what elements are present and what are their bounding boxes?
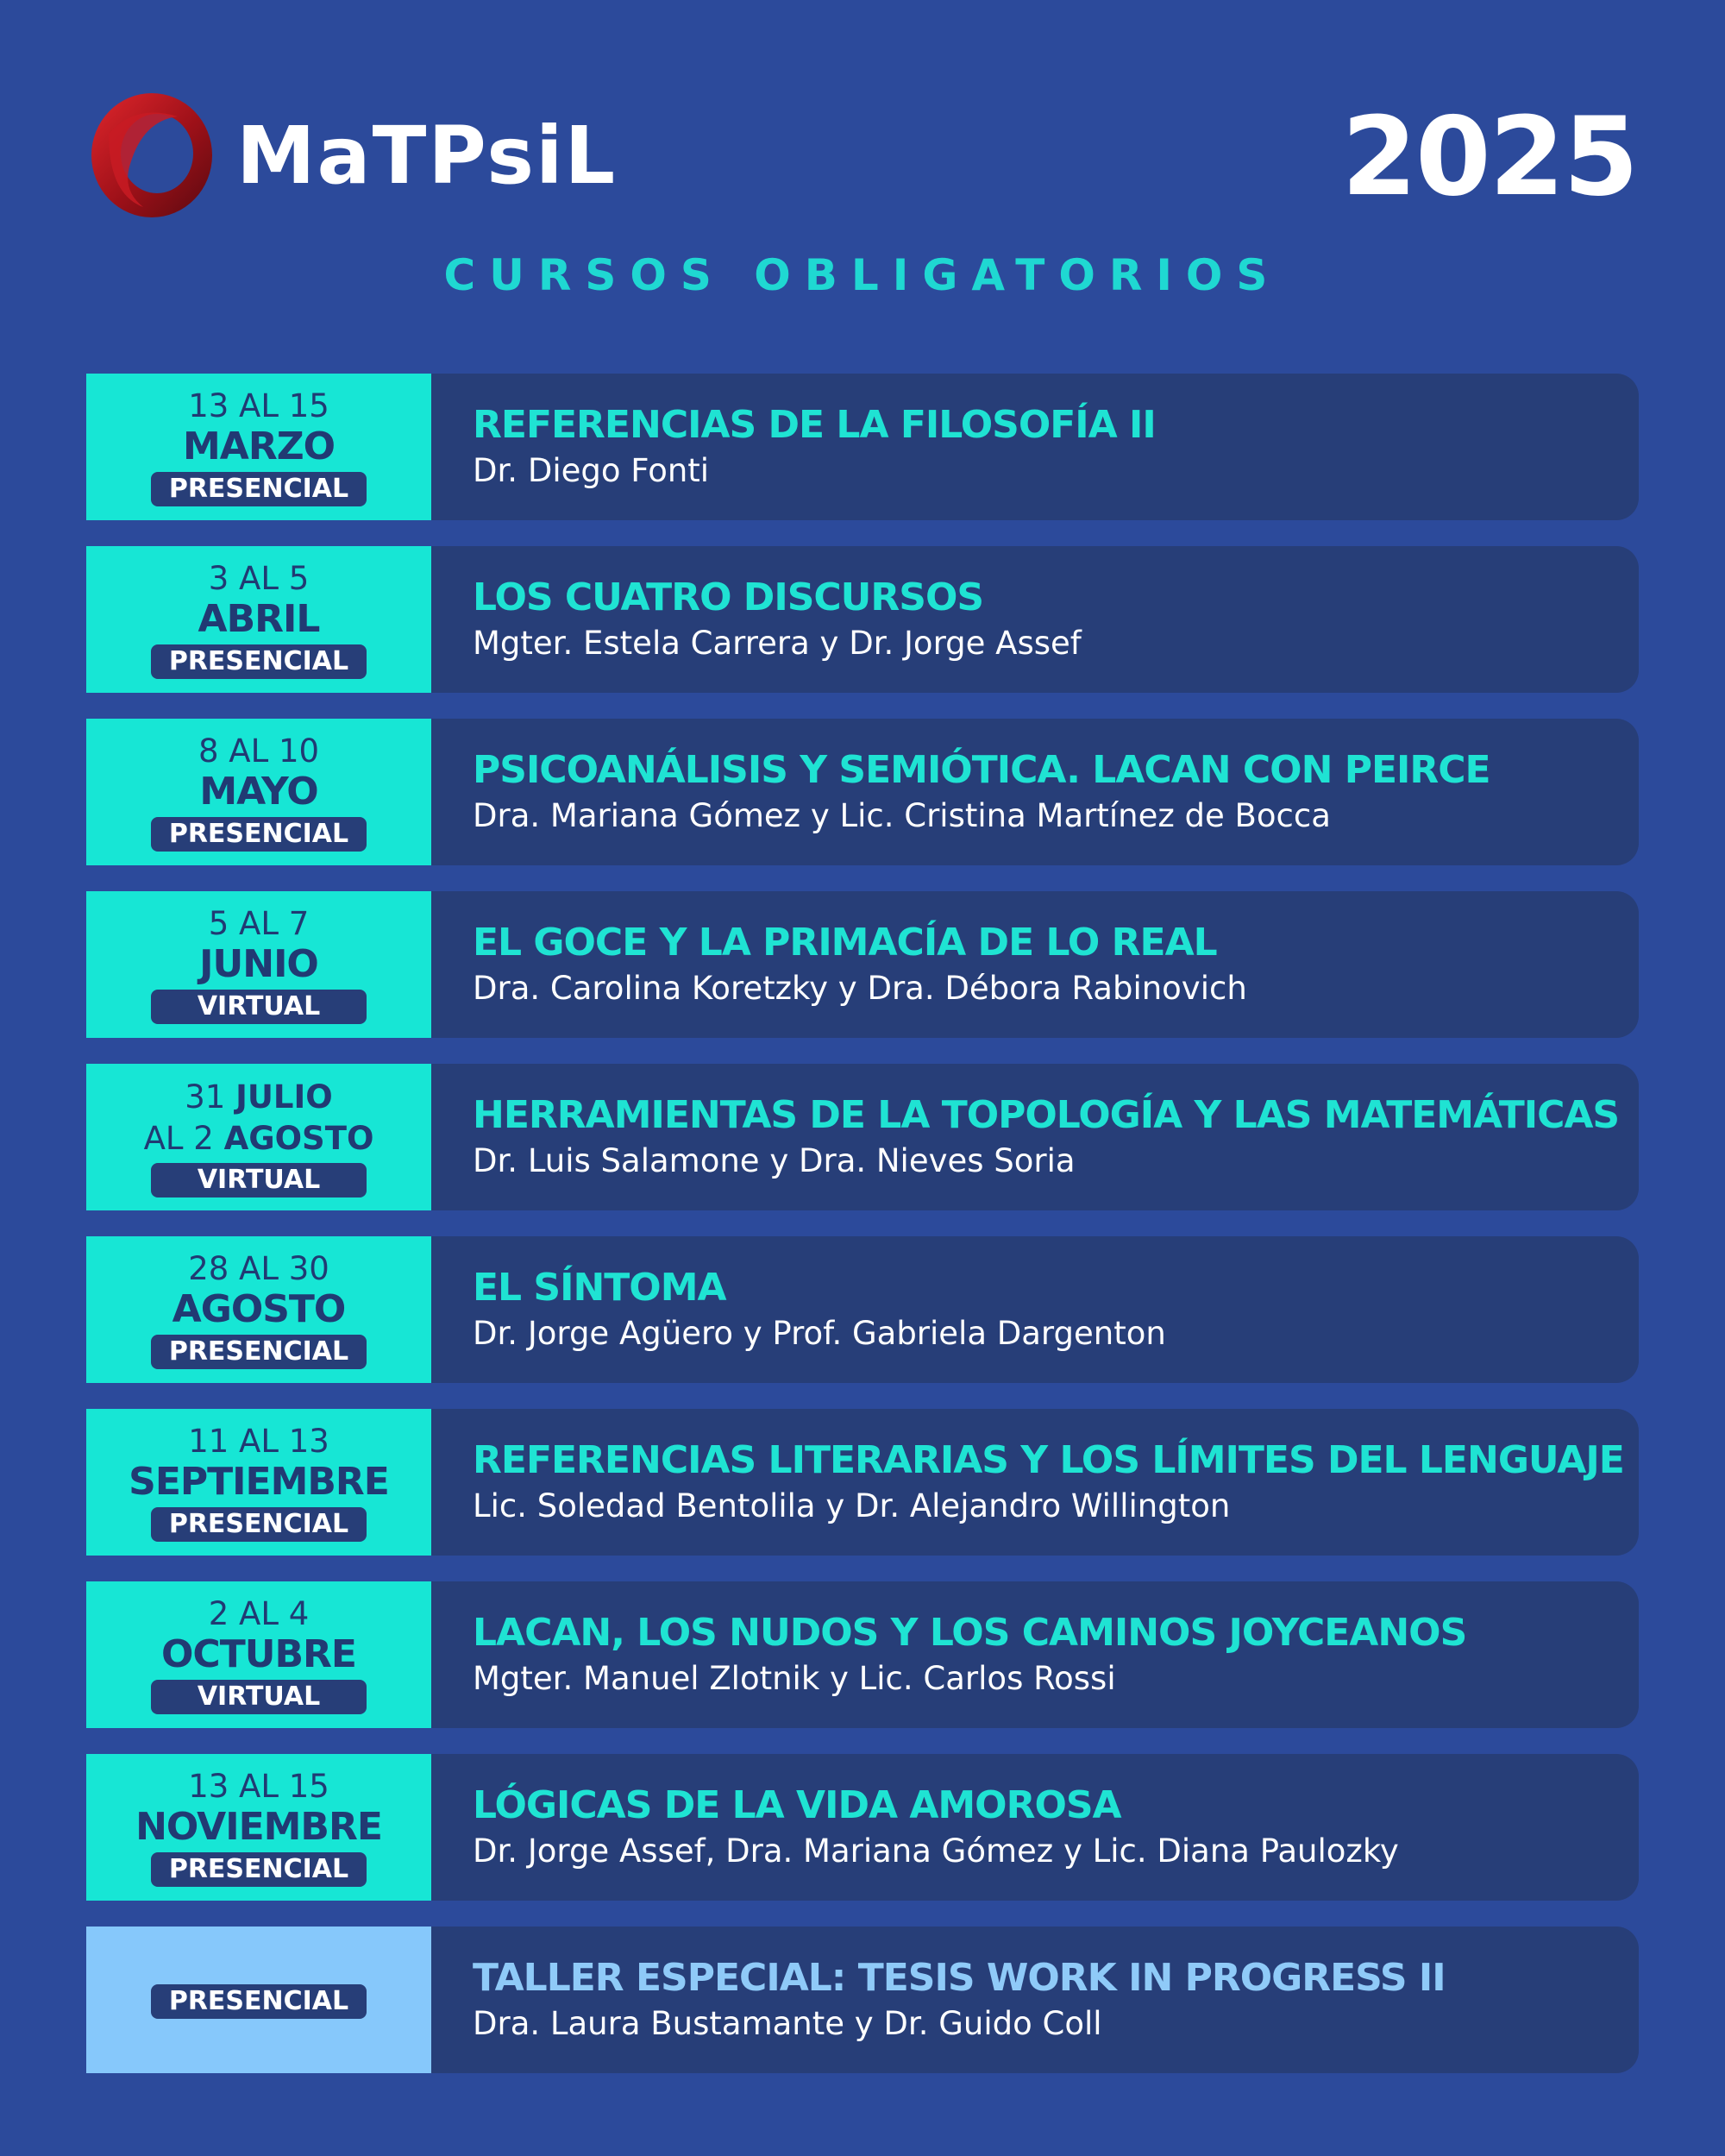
course-row [86, 1409, 1639, 1556]
course-title: EL SÍNTOMA [473, 1266, 726, 1310]
date-range: 13 AL 15 [188, 1768, 329, 1805]
modality-badge: PRESENCIAL [151, 817, 367, 852]
course-title: HERRAMIENTAS DE LA TOPOLOGÍA Y LAS MATEMÁTICAS [473, 1093, 1620, 1137]
course-row [86, 719, 1639, 865]
date-range: 28 AL 30 [188, 1250, 329, 1287]
course-title: LOS CUATRO DISCURSOS [473, 575, 984, 619]
course-row [86, 1064, 1639, 1210]
course-teachers: Dr. Luis Salamone y Dra. Nieves Soria [473, 1142, 1076, 1179]
course-info [431, 1236, 1166, 1383]
date-day: 31 [185, 1078, 226, 1116]
date-block [86, 546, 431, 693]
date-day: AL 2 [143, 1120, 214, 1157]
course-info [431, 546, 1082, 693]
course-teachers: Dr. Diego Fonti [473, 452, 710, 489]
date-block [86, 1754, 431, 1901]
modality-badge: PRESENCIAL [151, 1507, 367, 1542]
date-block [86, 1581, 431, 1728]
date-range: 2 AL 4 [208, 1595, 310, 1632]
date-month: AGOSTO [172, 1287, 346, 1331]
course-title: LACAN, LOS NUDOS Y LOS CAMINOS JOYCEANOS [473, 1611, 1467, 1655]
matpsil-logo-icon [83, 86, 221, 224]
date-block [86, 374, 431, 520]
course-teachers: Dr. Jorge Assef, Dra. Mariana Gómez y Lic. Diana Paulozky [473, 1832, 1399, 1870]
date-line-2 [144, 1118, 374, 1160]
date-block [86, 891, 431, 1038]
date-month: SEPTIEMBRE [129, 1460, 389, 1504]
date-range: 5 AL 7 [208, 905, 310, 942]
course-info [431, 1581, 1466, 1728]
logo [83, 86, 617, 224]
course-info [431, 374, 1156, 520]
modality-badge: PRESENCIAL [151, 472, 367, 506]
course-info [431, 719, 1490, 865]
course-title: LÓGICAS DE LA VIDA AMOROSA [473, 1783, 1121, 1827]
date-range: 13 AL 15 [188, 387, 329, 424]
course-teachers: Dra. Laura Bustamante y Dr. Guido Coll [473, 2005, 1102, 2042]
modality-badge: VIRTUAL [151, 990, 367, 1024]
modality-badge: PRESENCIAL [151, 644, 367, 679]
modality-badge: VIRTUAL [151, 1163, 367, 1197]
section-title: CURSOS OBLIGATORIOS [443, 250, 1282, 300]
course-info [431, 1927, 1446, 2073]
course-title: PSICOANÁLISIS Y SEMIÓTICA. LACAN CON PEIRCE [473, 748, 1490, 792]
course-teachers: Mgter. Manuel Zlotnik y Lic. Carlos Rossi [473, 1660, 1116, 1697]
date-range: 3 AL 5 [208, 560, 310, 597]
course-info [431, 1754, 1399, 1901]
course-row [86, 546, 1639, 693]
date-month: OCTUBRE [161, 1632, 356, 1676]
course-list [86, 374, 1639, 2099]
course-row [86, 1236, 1639, 1383]
date-month: JUNIO [199, 942, 318, 986]
course-teachers: Dra. Carolina Koretzky y Dra. Débora Rabinovich [473, 970, 1247, 1007]
date-block [86, 1409, 431, 1556]
course-info [431, 1409, 1624, 1556]
date-month: NOVIEMBRE [135, 1805, 382, 1849]
date-month: AGOSTO [223, 1120, 374, 1157]
date-block [86, 1927, 431, 2073]
modality-badge: VIRTUAL [151, 1680, 367, 1714]
course-row [86, 374, 1639, 520]
date-line-1 [185, 1077, 332, 1118]
date-month: MAYO [199, 770, 318, 814]
course-row [86, 891, 1639, 1038]
brand-name: MaTPsiL [236, 109, 618, 202]
date-month: ABRIL [198, 597, 320, 641]
date-block [86, 1236, 431, 1383]
modality-badge: PRESENCIAL [151, 1335, 367, 1369]
date-month: JULIO [235, 1078, 333, 1116]
course-title: REFERENCIAS LITERARIAS Y LOS LÍMITES DEL LENGUAJE [473, 1438, 1624, 1482]
course-teachers: Mgter. Estela Carrera y Dr. Jorge Assef [473, 625, 1082, 662]
header [0, 0, 1725, 362]
course-info [431, 891, 1247, 1038]
course-teachers: Dra. Mariana Gómez y Lic. Cristina Martínez de Bocca [473, 797, 1331, 834]
date-range: 11 AL 13 [188, 1423, 329, 1460]
modality-badge: PRESENCIAL [151, 1984, 367, 2019]
date-block [86, 719, 431, 865]
course-title: TALLER ESPECIAL: TESIS WORK IN PROGRESS II [473, 1956, 1446, 2000]
modality-badge: PRESENCIAL [151, 1852, 367, 1887]
course-teachers: Dr. Jorge Agüero y Prof. Gabriela Dargenton [473, 1315, 1166, 1352]
date-range: 8 AL 10 [198, 732, 320, 770]
course-teachers: Lic. Soledad Bentolila y Dr. Alejandro Willington [473, 1487, 1231, 1524]
course-title: EL GOCE Y LA PRIMACÍA DE LO REAL [473, 921, 1217, 965]
date-block [86, 1064, 431, 1210]
date-month: MARZO [182, 424, 336, 468]
course-title: REFERENCIAS DE LA FILOSOFÍA II [473, 403, 1156, 447]
course-info [431, 1064, 1619, 1210]
course-row [86, 1581, 1639, 1728]
year: 2025 [1341, 93, 1637, 220]
course-row-special [86, 1927, 1639, 2073]
course-row [86, 1754, 1639, 1901]
